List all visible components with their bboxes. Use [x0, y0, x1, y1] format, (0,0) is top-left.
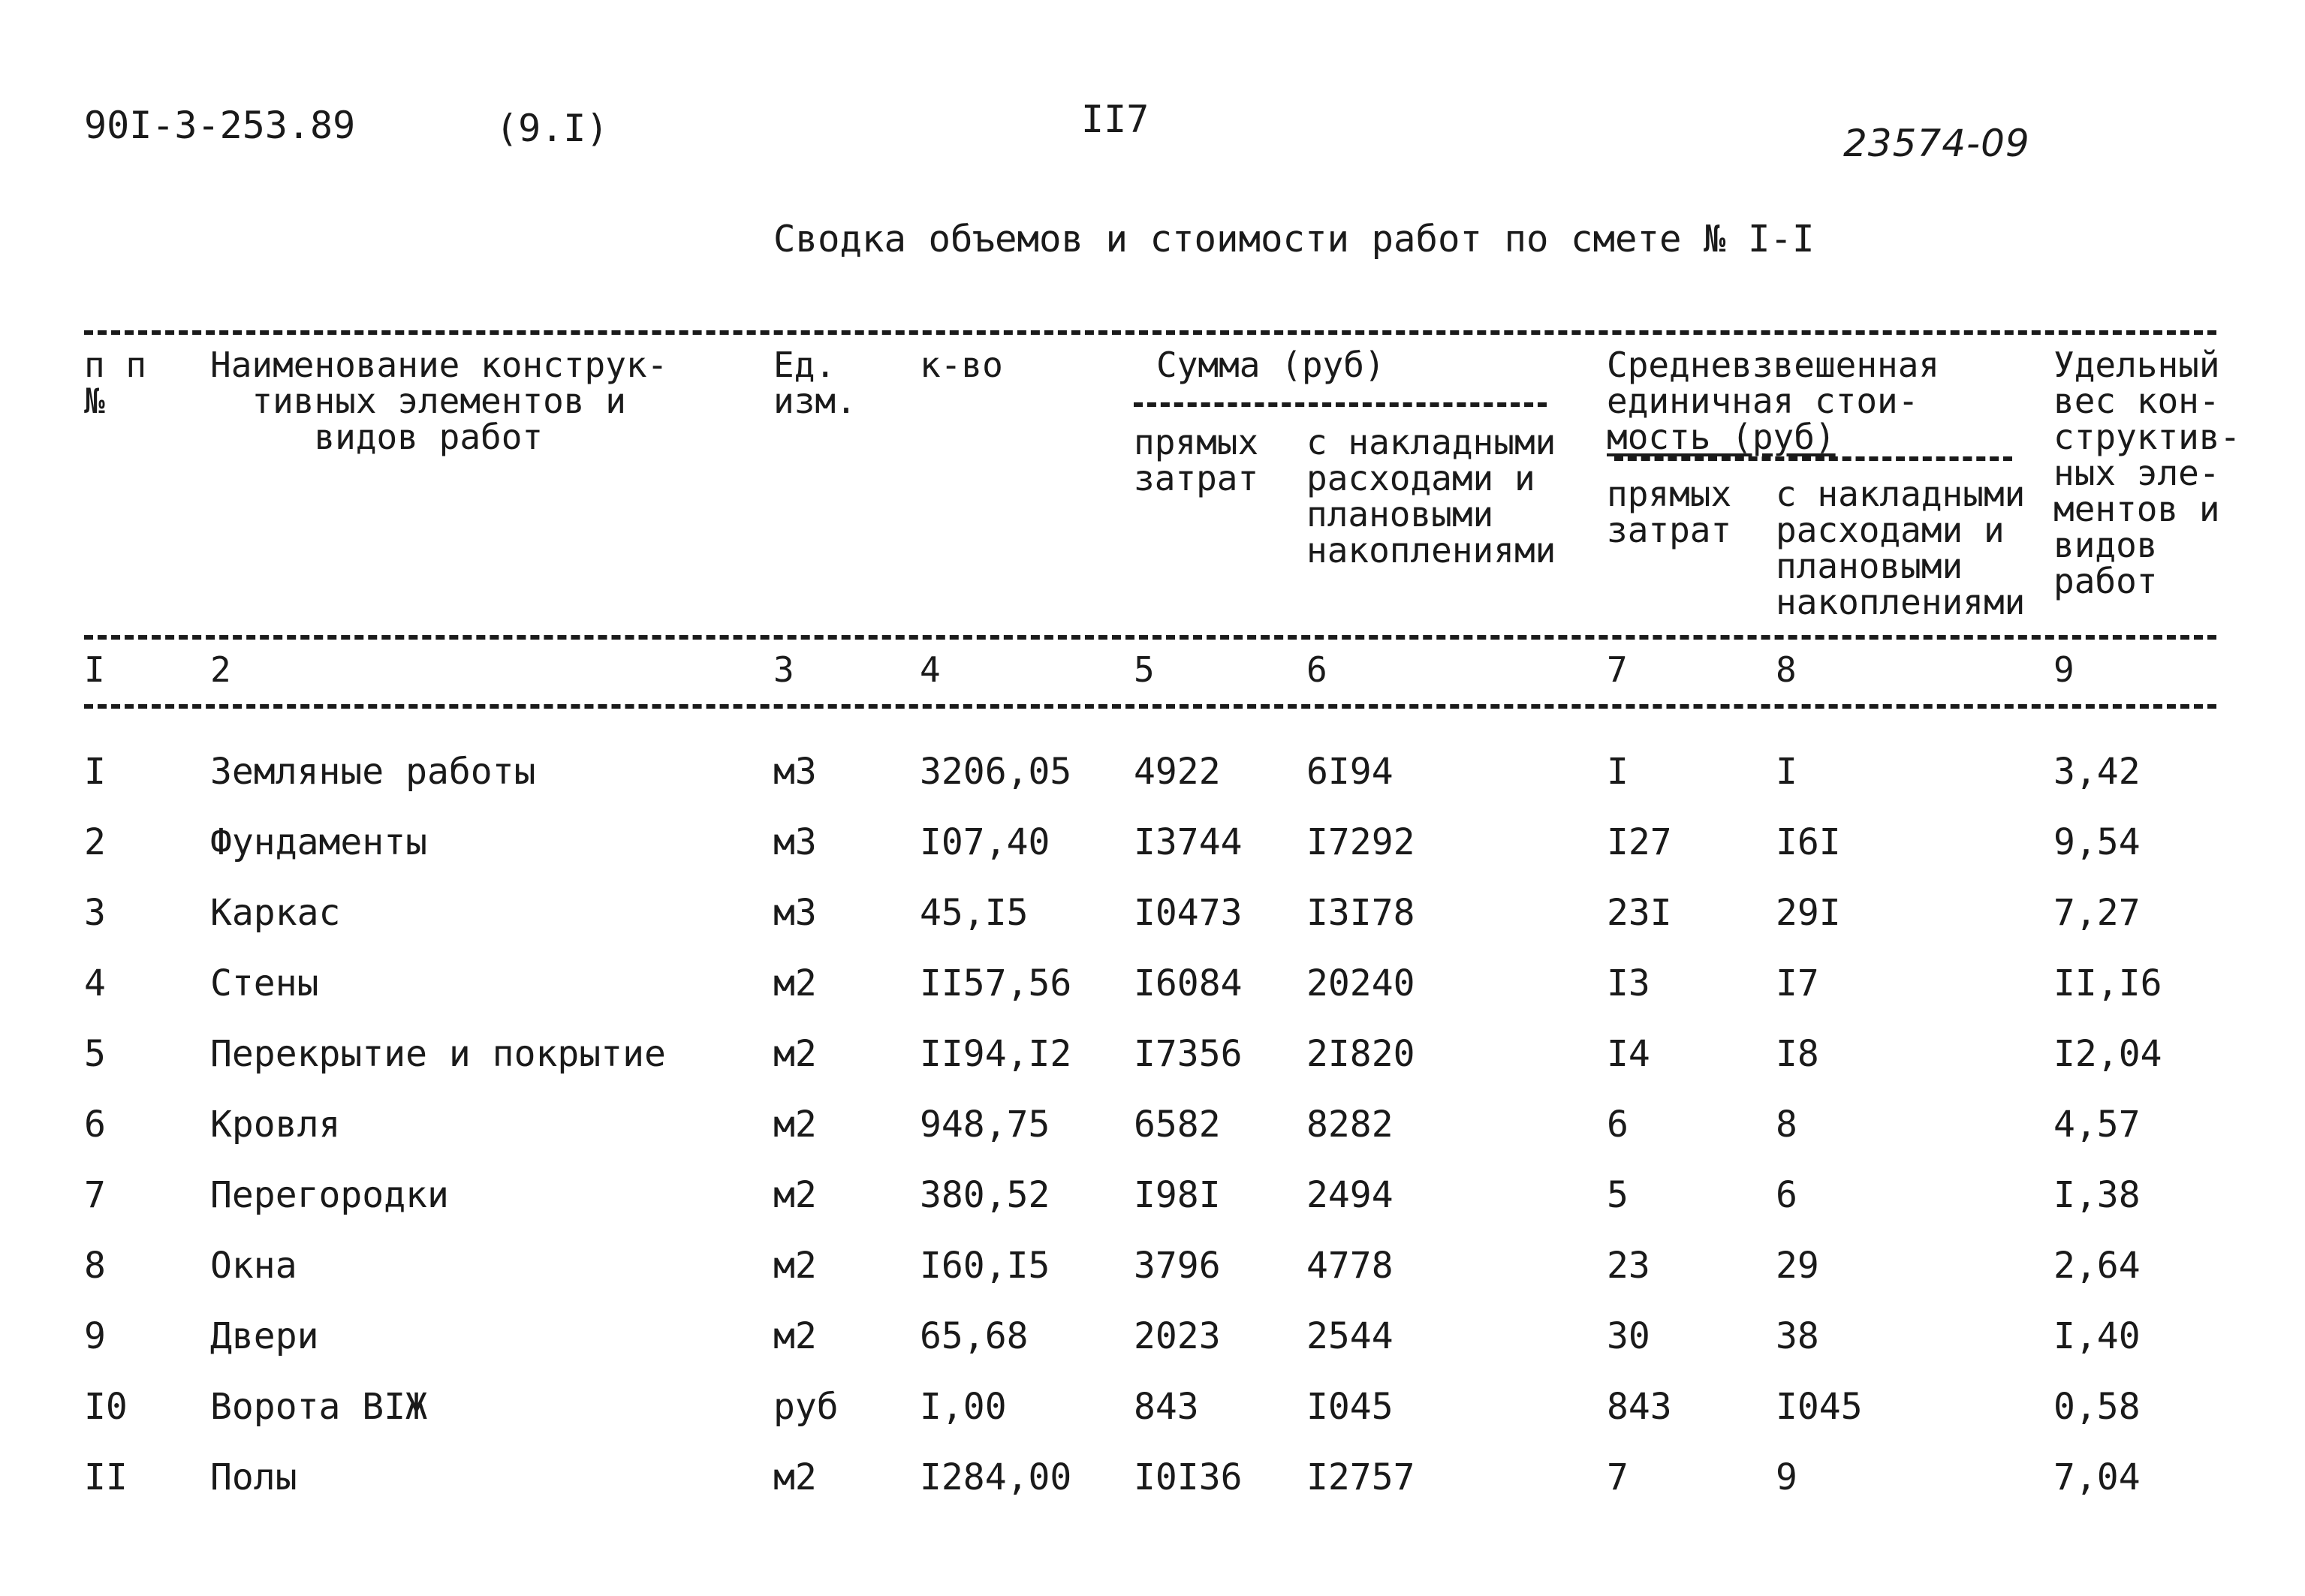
cell-unit: м2 — [773, 1104, 817, 1146]
cell-sum-direct: 6582 — [1134, 1104, 1221, 1146]
column-number: 3 — [773, 649, 794, 690]
cell-element-name: Перекрытие и покрытие — [210, 1033, 666, 1075]
cell-specific-weight: I,40 — [2053, 1315, 2141, 1357]
cell-row-number: 4 — [84, 962, 106, 1004]
cell-avg-direct: 23I — [1607, 892, 1672, 934]
cell-avg-overhead: I — [1776, 751, 1797, 793]
cell-sum-direct: 843 — [1134, 1386, 1199, 1428]
cell-specific-weight: I2,04 — [2053, 1033, 2162, 1075]
header-element-name: Наименование конструк- тивных элементов и видов работ — [210, 345, 668, 457]
page-number: II7 — [1081, 98, 1149, 141]
column-number: 9 — [2053, 649, 2074, 690]
cell-specific-weight: 7,04 — [2053, 1456, 2141, 1498]
cell-element-name: Земляные работы — [210, 751, 536, 793]
cell-avg-direct: I3 — [1607, 962, 1650, 1004]
cell-element-name: Полы — [210, 1456, 297, 1498]
header-avg-overhead: с накладными расходами и плановыми накоплениями — [1776, 474, 2026, 622]
cell-avg-direct: I4 — [1607, 1033, 1650, 1075]
cell-sum-direct: 3796 — [1134, 1245, 1221, 1287]
cell-element-name: Перегородки — [210, 1174, 449, 1216]
cell-sum-overhead: 4778 — [1306, 1245, 1394, 1287]
cell-quantity: 45,I5 — [920, 892, 1029, 934]
cell-quantity: II94,I2 — [920, 1033, 1072, 1075]
cell-sum-overhead: I7292 — [1306, 821, 1415, 863]
cell-specific-weight: 9,54 — [2053, 821, 2141, 863]
cell-avg-overhead: 29 — [1776, 1245, 1819, 1287]
cell-sum-overhead: I2757 — [1306, 1456, 1415, 1498]
cell-quantity: 380,52 — [920, 1174, 1050, 1216]
cell-specific-weight: I,38 — [2053, 1174, 2141, 1216]
cell-avg-direct: I27 — [1607, 821, 1672, 863]
cell-sum-overhead: I3I78 — [1306, 892, 1415, 934]
cell-unit: м2 — [773, 1174, 817, 1216]
column-number: I — [84, 649, 105, 690]
document-code: 90I-3-253.89 — [84, 104, 356, 147]
sum-group-rule — [1134, 402, 1547, 407]
cell-sum-direct: 4922 — [1134, 751, 1221, 793]
cell-quantity: I284,00 — [920, 1456, 1072, 1498]
cell-sum-overhead: 20240 — [1306, 962, 1415, 1004]
cell-sum-direct: I98I — [1134, 1174, 1221, 1216]
cell-row-number: 8 — [84, 1245, 106, 1287]
cell-sum-direct: I3744 — [1134, 821, 1243, 863]
cell-element-name: Кровля — [210, 1104, 341, 1146]
cell-avg-overhead: I6I — [1776, 821, 1841, 863]
column-number: 6 — [1306, 649, 1327, 690]
cell-row-number: II — [84, 1456, 128, 1498]
header-specific-weight: Удельный вес кон- структив- ных эле- ментов и видов работ — [2053, 345, 2241, 601]
cell-quantity: I,00 — [920, 1386, 1007, 1428]
column-number: 2 — [210, 649, 231, 690]
cell-element-name: Фундаменты — [210, 821, 427, 863]
cell-unit: м3 — [773, 751, 817, 793]
cell-sum-direct: 2023 — [1134, 1315, 1221, 1357]
cell-row-number: 7 — [84, 1174, 106, 1216]
header-avg-group-line1: Средневзвешенная — [1607, 345, 1940, 385]
cell-specific-weight: 3,42 — [2053, 751, 2141, 793]
cell-quantity: II57,56 — [920, 962, 1072, 1004]
cell-quantity: 3206,05 — [920, 751, 1072, 793]
cell-row-number: 2 — [84, 821, 106, 863]
cell-sum-overhead: 2494 — [1306, 1174, 1394, 1216]
header-sum-direct: прямых затрат — [1134, 422, 1259, 498]
cell-specific-weight: 2,64 — [2053, 1245, 2141, 1287]
cell-avg-overhead: 6 — [1776, 1174, 1797, 1216]
cell-sum-overhead: 6I94 — [1306, 751, 1394, 793]
cell-unit: м2 — [773, 962, 817, 1004]
header-avg-group-line3: мость (руб) — [1607, 417, 1836, 457]
cell-row-number: I — [84, 751, 106, 793]
cell-unit: руб — [773, 1386, 839, 1428]
cell-row-number: I0 — [84, 1386, 128, 1428]
cell-row-number: 5 — [84, 1033, 106, 1075]
cell-sum-direct: I0473 — [1134, 892, 1243, 934]
column-number: 7 — [1607, 649, 1628, 690]
header-quantity: к-во — [920, 345, 1003, 385]
section-number: (9.I) — [496, 107, 609, 150]
header-avg-group-line2: единичная стои- — [1607, 381, 1919, 421]
cell-sum-direct: I0I36 — [1134, 1456, 1243, 1498]
cell-specific-weight: II,I6 — [2053, 962, 2162, 1004]
cell-quantity: 65,68 — [920, 1315, 1029, 1357]
cell-avg-direct: 6 — [1607, 1104, 1629, 1146]
header-sum-group: Сумма (руб) — [1156, 345, 1385, 385]
cell-quantity: 948,75 — [920, 1104, 1050, 1146]
cell-quantity: I07,40 — [920, 821, 1050, 863]
cell-specific-weight: 0,58 — [2053, 1386, 2141, 1428]
inventory-stamp: 23574-09 — [1843, 122, 2030, 165]
cell-sum-overhead: 2544 — [1306, 1315, 1394, 1357]
cell-row-number: 6 — [84, 1104, 106, 1146]
cell-element-name: Стены — [210, 962, 319, 1004]
cell-element-name: Двери — [210, 1315, 319, 1357]
cell-element-name: Ворота ВIЖ — [210, 1386, 427, 1428]
cell-sum-direct: I6084 — [1134, 962, 1243, 1004]
cell-element-name: Каркас — [210, 892, 341, 934]
cell-element-name: Окна — [210, 1245, 297, 1287]
cell-avg-overhead: 38 — [1776, 1315, 1819, 1357]
cell-avg-overhead: 9 — [1776, 1456, 1797, 1498]
column-number: 8 — [1776, 649, 1797, 690]
header-sum-overhead: с накладными расходами и плановыми накоплениями — [1306, 422, 1556, 571]
cell-unit: м3 — [773, 892, 817, 934]
cell-avg-direct: 7 — [1607, 1456, 1629, 1498]
cell-avg-direct: 23 — [1607, 1245, 1650, 1287]
cell-unit: м2 — [773, 1456, 817, 1498]
column-numbers-rule — [84, 704, 2216, 709]
cell-avg-overhead: 29I — [1776, 892, 1841, 934]
table-top-rule — [84, 330, 2216, 335]
cell-avg-overhead: I045 — [1776, 1386, 1863, 1428]
cell-unit: м2 — [773, 1245, 817, 1287]
cell-sum-overhead: 8282 — [1306, 1104, 1394, 1146]
cell-row-number: 3 — [84, 892, 106, 934]
column-number: 5 — [1134, 649, 1155, 690]
cell-row-number: 9 — [84, 1315, 106, 1357]
cell-avg-direct: I — [1607, 751, 1629, 793]
cell-unit: м2 — [773, 1315, 817, 1357]
header-avg-direct: прямых затрат — [1607, 474, 1732, 550]
cell-specific-weight: 7,27 — [2053, 892, 2141, 934]
cell-unit: м3 — [773, 821, 817, 863]
cell-sum-overhead: 2I820 — [1306, 1033, 1415, 1075]
cell-avg-overhead: I8 — [1776, 1033, 1819, 1075]
cell-avg-direct: 5 — [1607, 1174, 1629, 1216]
header-bottom-rule — [84, 635, 2216, 640]
cell-specific-weight: 4,57 — [2053, 1104, 2141, 1146]
column-number: 4 — [920, 649, 941, 690]
header-unit: Ед. изм. — [773, 345, 857, 421]
cell-avg-overhead: I7 — [1776, 962, 1819, 1004]
header-row-number: п п № — [84, 345, 147, 421]
cell-avg-direct: 30 — [1607, 1315, 1650, 1357]
cell-sum-overhead: I045 — [1306, 1386, 1394, 1428]
cell-sum-direct: I7356 — [1134, 1033, 1243, 1075]
page-title: Сводка объемов и стоимости работ по смете № I-I — [773, 218, 1815, 260]
cell-unit: м2 — [773, 1033, 817, 1075]
cell-quantity: I60,I5 — [920, 1245, 1050, 1287]
cell-avg-overhead: 8 — [1776, 1104, 1797, 1146]
cell-avg-direct: 843 — [1607, 1386, 1672, 1428]
